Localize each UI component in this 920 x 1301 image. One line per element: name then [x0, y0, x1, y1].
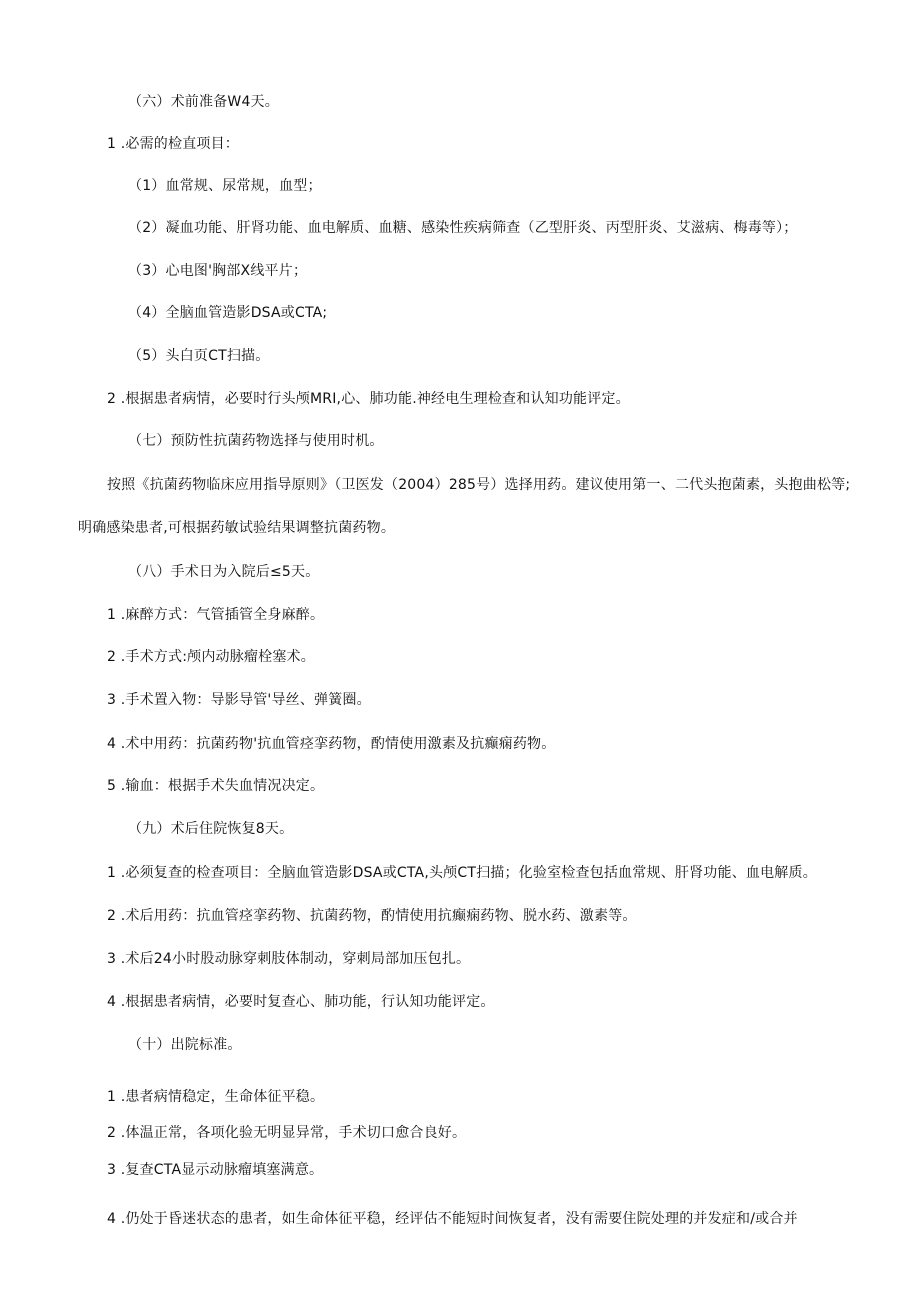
list-item: 4 .根据患者病情，必要时复查心、肺功能，行认知功能评定。 [107, 994, 495, 1010]
list-item: 2 .体温正常，各项化验无明显异常，手术切口愈合良好。 [107, 1125, 467, 1141]
list-item: 1 .必需的检直项目： [107, 136, 240, 152]
section-10-heading: （十）出院标准。 [128, 1037, 242, 1053]
list-item: 1 .必须复查的检查项目：全脑血管造影DSA或CTA,头颅CT扫描；化验室检查包括血常规、肝肾功能、血电解质。 [107, 865, 817, 881]
list-item: 3 .术后24小时股动脉穿刺肢体制动，穿刺局部加压包扎。 [107, 951, 471, 967]
list-item: 4 .仍处于昏迷状态的患者，如生命体征平稳，经评估不能短时间恢复者，没有需要住院处理的并发症和/或合并 [107, 1211, 798, 1227]
section-9-heading: （九）术后住院恢复8天。 [128, 821, 294, 837]
paragraph: 按照《抗菌药物临床应用指导原则》（卫医发（2004）285号）选择用药。建议使用第一、二代头抱菌素，头抱曲松等; [107, 477, 851, 493]
list-item: 3 .手术置入物：导影导管'导丝、弹簧圈。 [107, 692, 371, 708]
list-item: （2）凝血功能、肝肾功能、血电解质、血糖、感染性疾病筛查（乙型肝炎、丙型肝炎、艾滋病、梅毒等）； [128, 220, 798, 236]
list-item: 1 .患者病情稳定，生命体征平稳。 [107, 1089, 325, 1105]
list-item: （1）血常规、尿常规，血型； [128, 178, 322, 194]
section-6-heading: （六）术前准备W4天。 [128, 94, 279, 110]
list-item: 5 .输血：根据手术失血情况决定。 [107, 778, 325, 794]
list-item: 2 .手术方式:颅内动脉瘤栓塞术。 [107, 649, 315, 665]
section-8-heading: （八）手术日为入院后≤5天。 [128, 564, 320, 580]
paragraph: 明确感染患者,可根据药敏试验结果调整抗菌药物。 [78, 520, 396, 536]
list-item: 2 .术后用药：抗血管痉挛药物、抗菌药物，酌情使用抗癫痫药物、脱水药、激素等。 [107, 908, 637, 924]
list-item: 4 .术中用药：抗菌药物'抗血管痉挛药物，酌情使用激素及抗癫痫药物。 [107, 736, 556, 752]
list-item: 1 .麻醉方式：气管插管全身麻醉。 [107, 607, 325, 623]
list-item: （4）全脑血管造影DSA或CTA; [128, 305, 328, 321]
list-item: （3）心电图'胸部X线平片； [128, 263, 308, 279]
section-7-heading: （七）预防性抗菌药物选择与使用时机。 [128, 433, 384, 449]
list-item: 2 .根据患者病情，必要时行头颅MRI,心、肺功能.神经电生理检查和认知功能评定。 [107, 391, 630, 407]
list-item: （5）头白页CT扫描。 [128, 348, 270, 364]
list-item: 3 .复查CTA显示动脉瘤填塞满意。 [107, 1162, 324, 1178]
